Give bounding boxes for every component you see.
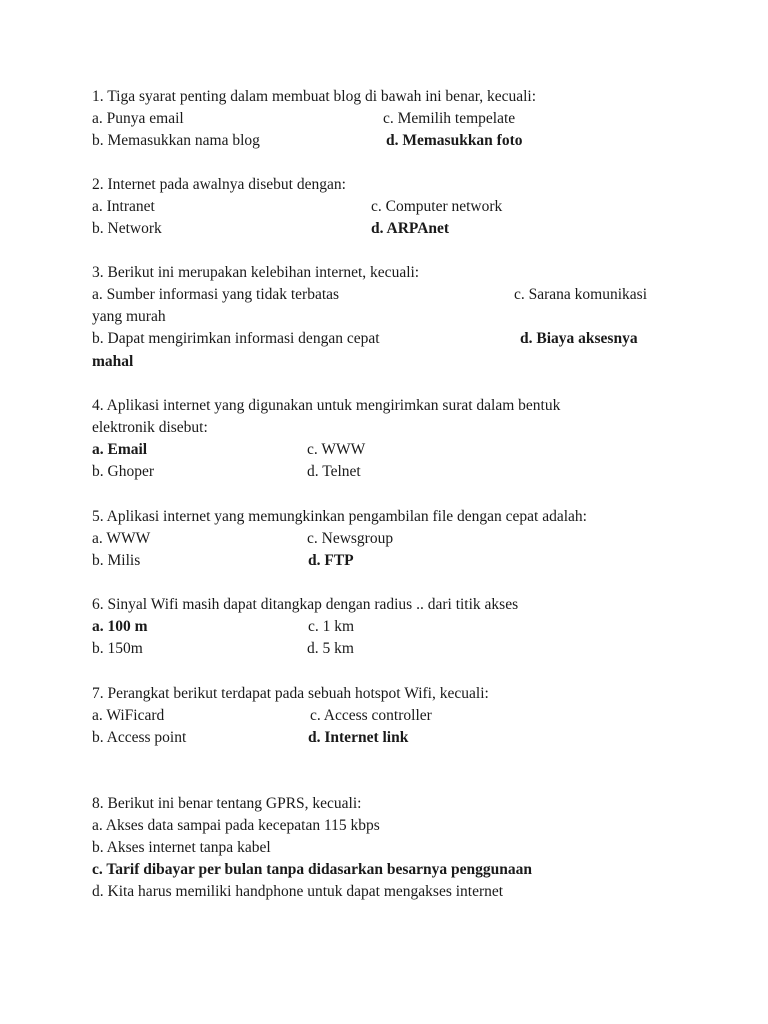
question-7-stem: 7. Perangkat berikut terdapat pada sebuah hotspot Wifi, kecuali: — [92, 685, 489, 702]
question-2-option-a: a. Intranet — [92, 198, 155, 215]
question-4-option-a-answer: a. Email — [92, 441, 148, 458]
question-5-option-a: a. WWW — [92, 530, 151, 547]
question-2-option-c: c. Computer network — [371, 198, 503, 215]
question-4-stem-continued: elektronik disebut: — [92, 419, 208, 436]
question-3-option-d-answer: d. Biaya aksesnya — [520, 330, 638, 347]
question-8-option-a: a. Akses data sampai pada kecepatan 115 kbps — [92, 817, 380, 834]
question-7-option-b: b. Access point — [92, 729, 187, 746]
question-8-option-c-answer: c. Tarif dibayar per bulan tanpa didasarkan besarnya penggunaan — [92, 861, 533, 878]
question-8-stem: 8. Berikut ini benar tentang GPRS, kecuali: — [92, 795, 362, 812]
question-8-option-b: b. Akses internet tanpa kabel — [92, 839, 271, 856]
question-6-option-c: c. 1 km — [308, 618, 355, 635]
question-2-stem: 2. Internet pada awalnya disebut dengan: — [92, 176, 346, 193]
question-3-option-a: a. Sumber informasi yang tidak terbatas — [92, 286, 340, 303]
question-5-option-c: c. Newsgroup — [307, 530, 394, 547]
question-3-option-b: b. Dapat mengirimkan informasi dengan cepat — [92, 330, 380, 347]
question-6-stem: 6. Sinyal Wifi masih dapat ditangkap dengan radius .. dari titik akses — [92, 596, 519, 613]
question-2-option-d-answer: d. ARPAnet — [371, 220, 450, 237]
question-1-option-d-answer: d. Memasukkan foto — [386, 132, 523, 149]
question-1-option-c: c. Memilih tempelate — [383, 110, 516, 127]
question-6-option-d: d. 5 km — [307, 640, 354, 657]
question-5-option-b: b. Milis — [92, 552, 141, 569]
question-5-stem: 5. Aplikasi internet yang memungkinkan pengambilan file dengan cepat adalah: — [92, 508, 587, 525]
question-4-option-c: c. WWW — [307, 441, 366, 458]
question-7-option-c: c. Access controller — [310, 707, 432, 724]
question-6-option-b: b. 150m — [92, 640, 143, 657]
question-1-option-a: a. Punya email — [92, 110, 184, 127]
question-4-option-b: b. Ghoper — [92, 463, 154, 480]
question-5-option-d-answer: d. FTP — [308, 552, 354, 569]
question-3-option-c-continued: yang murah — [92, 308, 166, 325]
question-3-option-d-continued: mahal — [92, 353, 134, 370]
question-7-option-a: a. WiFicard — [92, 707, 165, 724]
question-3-option-c: c. Sarana komunikasi — [514, 286, 648, 303]
question-1-option-b: b. Memasukkan nama blog — [92, 132, 260, 149]
question-4-option-d: d. Telnet — [307, 463, 361, 480]
question-1-stem: 1. Tiga syarat penting dalam membuat blog di bawah ini benar, kecuali: — [92, 88, 537, 105]
question-8-option-d: d. Kita harus memiliki handphone untuk dapat mengakses internet — [92, 883, 504, 900]
question-3-stem: 3. Berikut ini merupakan kelebihan internet, kecuali: — [92, 264, 420, 281]
question-4-stem: 4. Aplikasi internet yang digunakan untuk mengirimkan surat dalam bentuk — [92, 397, 561, 414]
question-6-option-a-answer: a. 100 m — [92, 618, 148, 635]
question-7-option-d-answer: d. Internet link — [308, 729, 409, 746]
question-2-option-b: b. Network — [92, 220, 162, 237]
